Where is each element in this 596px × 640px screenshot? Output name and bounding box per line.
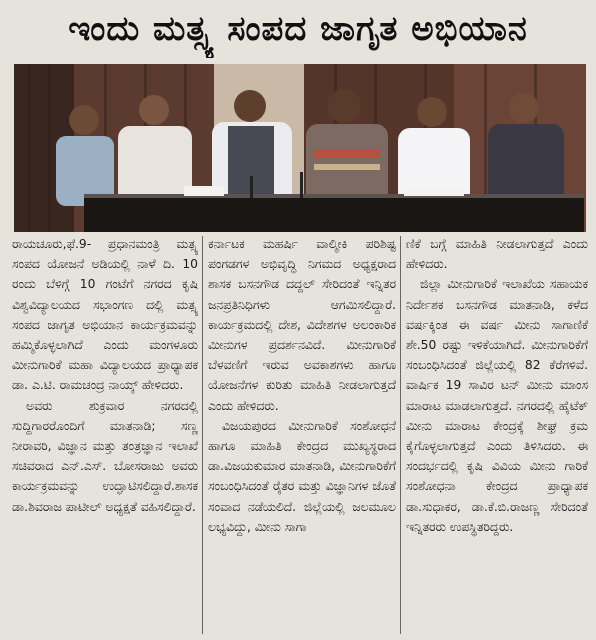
- paragraph: ಪ್ರಧಾನಮಂತ್ರಿ ಮತ್ಸ್ಯ ಸಂಪದ ಯೋಜನೆ ಅಡಿಯಲ್ಲಿ ನಾಳೆ ದಿ. 10 ರಂದು ಬೆಳಿಗ್ಗೆ 10 ಗಂಟೆಗೆ ನಗರದ ಕೃಷಿ ವಿಶ್ವವಿದ್ಯಾಲಯದ ಸಭಾಂಗಣ ದಲ್ಲಿ ಮತ್ಸ್ಯ ಸಂಪದ ಜಾಗೃತ ಅಭಿಯಾನ ಕಾರ್ಯಕ್ರಮವನ್ನು ಹಮ್ಮಿಕೊಳ್ಳಲಾಗಿದೆ ಎಂದು ಮಂಗಳೂರು ಮೀನುಗಾರಿಕೆ ಮಹಾ ವಿದ್ಯಾಲಯದ ಪ್ರಾಧ್ಯಾಪಕ ಡಾ. ಎ.ಟಿ. ರಾಮಚಂದ್ರ ನಾಯ್ಕ್ ಹೇಳಿದರು.: [12, 237, 198, 393]
- press-conference-photo: [14, 64, 586, 232]
- article-column-1: [12, 234, 198, 636]
- article-column-2: [208, 234, 396, 636]
- paragraph: ಣಿಕೆ ಬಗ್ಗೆ ಮಾಹಿತಿ ನೀಡಲಾಗುತ್ತದೆ ಎಂದು ಹೇಳಿದರು.: [406, 237, 588, 272]
- article-column-3: [406, 234, 588, 636]
- paragraph: ಕರ್ನಾಟಕ ಮಹರ್ಷಿ ವಾಲ್ಮೀಕಿ ಪರಿಶಿಷ್ಟ ಪಂಗಡಗಳ ಅಭಿವೃದ್ಧಿ ನಿಗಮದ ಅಧ್ಯಕ್ಷರಾದ ಶಾಸಕ ಬಸನಗೌಡ ದದ್ದಲ್ ಸೇರಿದಂತೆ ಇನ್ನಿತರ ಜನಪ್ರತಿನಿಧಿಗಳು ಆಗಮಿಸಲಿದ್ದಾರೆ. ಕಾರ್ಯಕ್ರಮದಲ್ಲಿ ದೇಶ, ವಿದೇಶಗಳ ಅಲಂಕಾರಿಕ ಮೀನುಗಳ ಪ್ರದರ್ಶನವಿದೆ. ಮೀನುಗಾರಿಕೆ ಬೆಳವಣಿಗೆ ಇರುವ ಅವಕಾಶಗಳು ಹಾಗೂ ಯೋಜನೆಗಳ ಕುರಿತು ಮಾಹಿತಿ ನೀಡಲಾಗುತ್ತದೆ ಎಂದು ಹೇಳಿದರು.: [208, 237, 396, 413]
- photo-illustration: [14, 64, 586, 232]
- paragraph: ಅವರು ಶುಕ್ರವಾರ ನಗರದಲ್ಲಿ ಸುದ್ದಿಗಾರರೊಂದಿಗೆ ಮಾತನಾಡಿ; ಸಣ್ಣ ನೀರಾವರಿ, ವಿಜ್ಞಾನ ಮತ್ತು ತಂತ್ರಜ್ಞಾನ ಇಲಾಖೆ ಸಚಿವರಾದ ಎನ್.ಎಸ್. ಬೋಸರಾಜು ಅವರು ಕಾರ್ಯಕ್ರಮವನ್ನು ಉದ್ಘಾಟಿಸಲಿದ್ದಾರೆ.ಶಾಸಕ ಡಾ.ಶಿವರಾಜ ಪಾಟೀಲ್ ಅಧ್ಯಕ್ಷತೆ ವಹಿಸಲಿದ್ದಾರೆ.: [12, 398, 198, 514]
- paragraph: ವಿಜಯಪುರದ ಮೀನುಗಾರಿಕೆ ಸಂಶೋಧನೆ ಹಾಗೂ ಮಾಹಿತಿ ಕೇಂದ್ರದ ಮುಖ್ಯಸ್ಥರಾದ ಡಾ.ವಿಜಯಕುಮಾರ ಮಾತನಾಡಿ, ಮೀನುಗಾರಿಕೆಗೆ ಸಂಬಂಧಿಸಿದಂತೆ ರೈತರ ಮತ್ತು ವಿಜ್ಞಾನಿಗಳ ಜೊತೆ ಸಂವಾದ ನಡೆಯಲಿದೆ. ಜಿಲ್ಲೆಯಲ್ಲಿ ಜಲಮೂಲ ಲಭ್ಯವಿದ್ದು, ಮೀನು ಸಾಗಾ: [208, 418, 396, 534]
- article-body: [12, 234, 588, 636]
- paragraph: ಜಿಲ್ಲಾ ಮೀನುಗಾರಿಕೆ ಇಲಾಖೆಯ ಸಹಾಯಕ ನಿರ್ದೇಶಕ ಬಸನಗೌಡ ಮಾತನಾಡಿ, ಕಳೆದ ವರ್ಷಕ್ಕಿಂತ ಈ ವರ್ಷ ಮೀನು ಸಾಗಾಣಿಕೆ ಶೇ.50 ರಷ್ಟು ಇಳಿಕೆಯಾಗಿದೆ. ಮೀನುಗಾರಿಕೆಗೆ ಸಂಬಂಧಿಸಿದಂತೆ ಜಿಲ್ಲೆಯಲ್ಲಿ 82 ಕೆರೆಗಳಿವೆ. ವಾರ್ಷಿಕ 19 ಸಾವಿರ ಟನ್ ಮೀನು ಮಾಂಸ ಮಾರಾಟ ಮಾಡಲಾಗುತ್ತದೆ. ನಗರದಲ್ಲಿ ಹೈಟೆಕ್ ಮೀನು ಮಾರಾಟ ಕೇಂದ್ರಕ್ಕೆ ಶೀಘ್ರ ಕ್ರಮ ಕೈಗೊಳ್ಳಲಾಗುತ್ತದೆ ಎಂದು ತಿಳಿಸಿದರು. ಈ ಸಂದರ್ಭದಲ್ಲಿ ಕೃಷಿ ವಿವಿಯ ಮೀನು ಗಾರಿಕೆ ಸಂಶೋಧನಾ ಕೇಂದ್ರದ ಪ್ರಾಧ್ಯಾಪಕ ಡಾ.ಸುಧಾಕರ, ಡಾ.ಕೆ.ಬಿ.ರಾಜಣ್ಣ ಸೇರಿದಂತೆ ಇನ್ನಿತರರು ಉಪಸ್ಥಿತರಿದ್ದರು.: [406, 277, 588, 534]
- dateline: ರಾಯಚೂರು,ಫೆ.9-: [12, 237, 92, 251]
- headline: ಇಂದು ಮತ್ಸ್ಯ ಸಂಪದ ಜಾಗೃತ ಅಭಿಯಾನ: [68, 9, 528, 49]
